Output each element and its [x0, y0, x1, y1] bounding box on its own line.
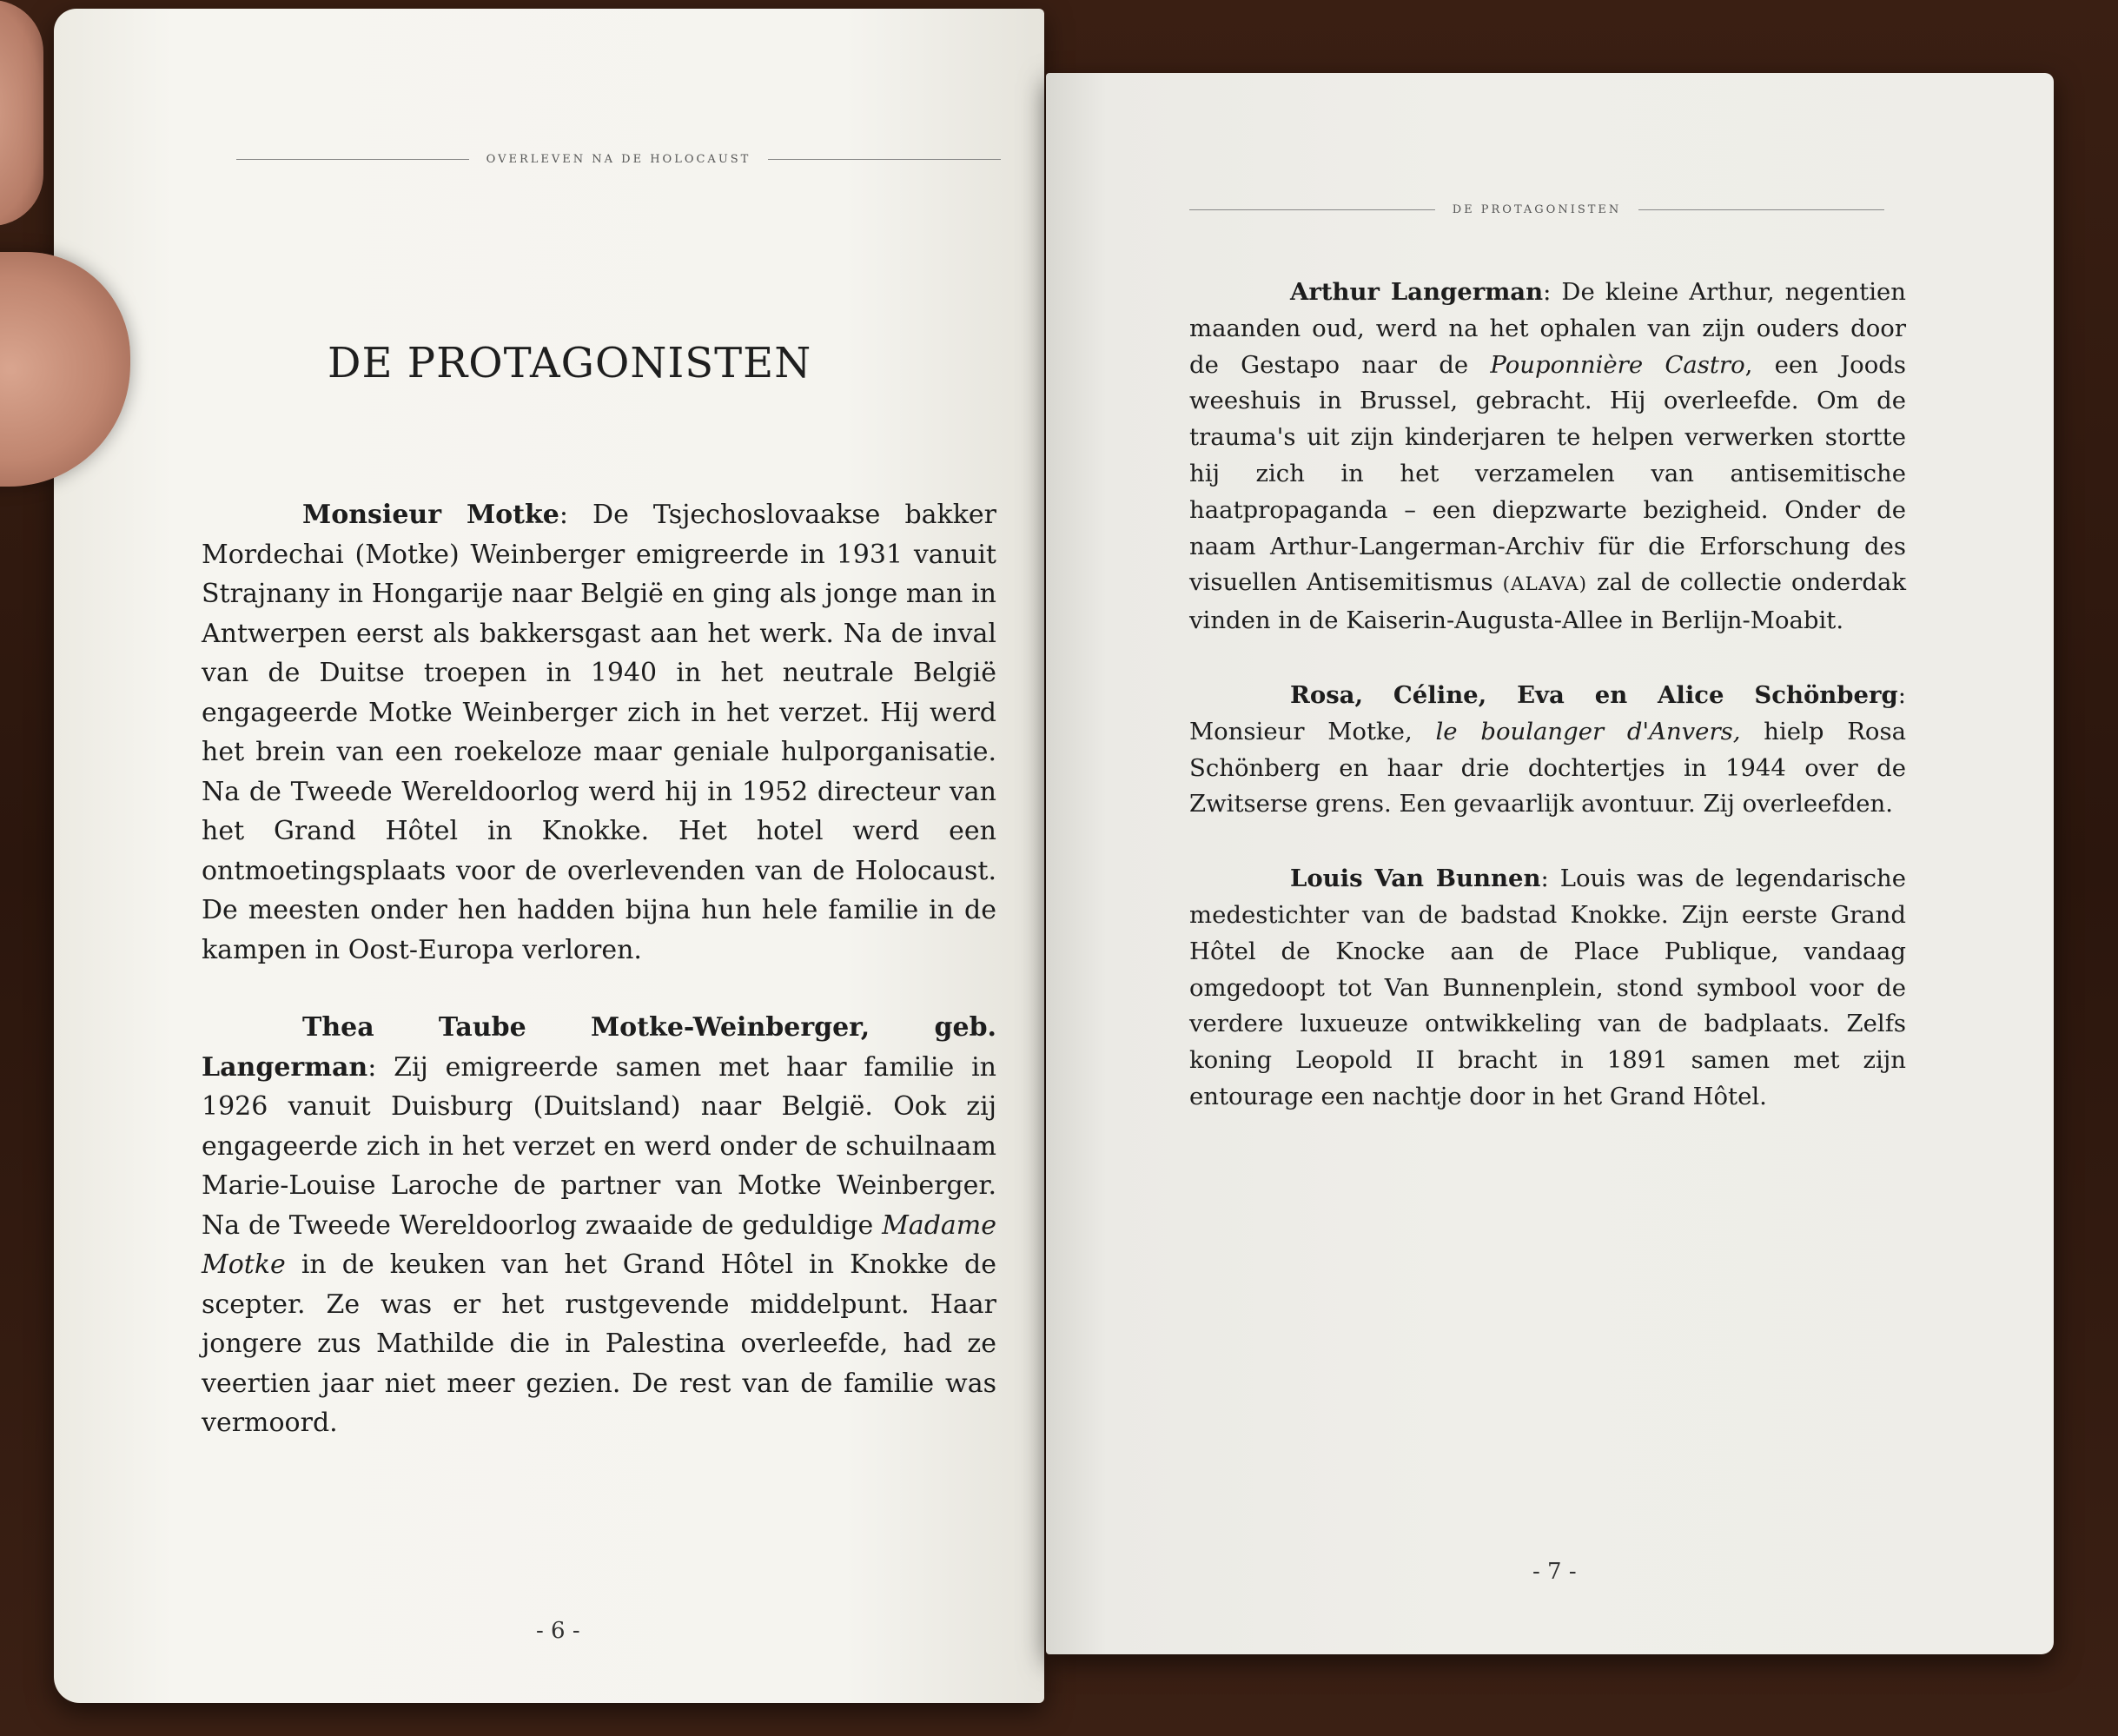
finger	[0, 0, 43, 226]
paragraph-italic: le boulanger d'Anvers,	[1435, 717, 1741, 745]
protagonist-name: Monsieur Motke	[302, 500, 559, 530]
running-head-text: OVERLEVEN NA DE HOLOCAUST	[486, 153, 751, 166]
chapter-title: DE PROTAGONISTEN	[328, 339, 812, 388]
protagonist-name: Arthur Langerman	[1290, 278, 1544, 306]
paragraph-text: in de keuken van het Grand Hôtel in Knokke de scepter. Ze was er het rustgevende middelpunt. Haar jongere zus Mathilde die in Palestina overleefde, had ze veertien jaar niet meer gezien. De rest van de familie was vermoord.	[202, 1249, 996, 1438]
paragraph-text: : Zij emigreerde samen met haar familie in 1926 vanuit Duisburg (Duitsland) naar België. Ook zij engageerde zich in het verzet en werd onder de schuilnaam Marie-Louise Laroche de partner van Motke Weinberger. Na de Tweede Wereldoorlog zwaaide de geduldige	[202, 1051, 996, 1241]
running-rule	[1638, 209, 1884, 210]
right-body	[1189, 275, 1906, 1154]
paragraph-thea	[202, 1008, 996, 1443]
running-rule	[768, 159, 1001, 160]
paragraph-arthur	[1189, 275, 1906, 639]
running-rule	[1189, 209, 1435, 210]
paragraph-text: : De kleine Arthur, negentien maanden oud, werd na het ophalen van zijn ouders door de Gestapo naar de	[1189, 278, 1906, 379]
left-page	[54, 9, 1044, 1703]
paragraph-text: zal de collectie onderdak vinden in de Kaiserin-Augusta-Allee in Berlijn-Moabit.	[1189, 568, 1906, 635]
paragraph-italic: Pouponnière Castro	[1490, 350, 1745, 379]
running-head-text: DE PROTAGONISTEN	[1452, 203, 1622, 216]
paragraph-schonberg	[1189, 678, 1906, 823]
running-rule	[236, 159, 469, 160]
page-number: - 6 -	[536, 1618, 580, 1644]
paragraph-text: : De Tsjechoslovaakse bakker Mordechai (Motke) Weinberger emigreerde in 1931 vanuit Strajnany in Hongarije naar België en ging als jonge man in Antwerpen eerst als bakkersgast aan het werk. Na de inval van de Duitse troepen in 1940 in het neutrale België engageerde Motke Weinberger zich in het verzet. Hij werd het brein van een roekeloze maar geniale hulporganisatie. Na de Tweede Wereldoorlog werd hij in 1952 directeur van het Grand Hôtel in Knokke. Het hotel werd een ontmoetingsplaats voor de overlevenden van de Holocaust. De meesten onder hen hadden bijna hun hele familie in de kampen in Oost-Europa verloren.	[202, 500, 996, 965]
paragraph-text: : Louis was de legendarische medestichter van de badstad Knokke. Zijn eerste Grand Hôtel de Knocke aan de Place Publique, vandaag omgedoopt tot Van Bunnenplein, stond symbool voor de verdere luxueuze ontwikkeling van de badplaats. Zelfs koning Leopold II bracht in 1891 samen met zijn entourage een nachtje door in het Grand Hôtel.	[1189, 865, 1906, 1110]
left-running-head	[236, 153, 1001, 166]
paragraph-text: , een Joods weeshuis in Brussel, gebracht. Hij overleefde. Om de trauma's uit zijn kinderjaren te helpen verwerken stortte hij zich in het verzamelen van antisemitische haatpropaganda – een diepzwarte bezigheid. Onder de naam Arthur-Langerman-Archiv für die Erforschung des visuellen Antisemitismus	[1189, 350, 1906, 597]
protagonist-name: Thea Taube Motke-Weinberger, geb. Langerman	[202, 1012, 996, 1083]
left-body	[202, 495, 996, 1481]
paragraph-text: hielp Rosa Schönberg en haar drie dochtertjes in 1944 over de Zwitserse grens. Een gevaarlijk avontuur. Zij overleefden.	[1189, 717, 1906, 818]
paragraph-italic: Madame Motke	[202, 1209, 996, 1280]
protagonist-name: Rosa, Céline, Eva en Alice Schönberg	[1290, 680, 1898, 709]
protagonist-name: Louis Van Bunnen	[1290, 865, 1541, 893]
paragraph-smallcaps: (ALAVA)	[1502, 573, 1587, 596]
paragraph-text: : Monsieur Motke,	[1189, 680, 1906, 745]
right-running-head	[1189, 203, 1884, 216]
paragraph-van-bunnen	[1189, 861, 1906, 1116]
paragraph-motke	[202, 495, 996, 970]
right-page	[1046, 73, 2054, 1654]
page-number: - 7 -	[1532, 1559, 1577, 1585]
